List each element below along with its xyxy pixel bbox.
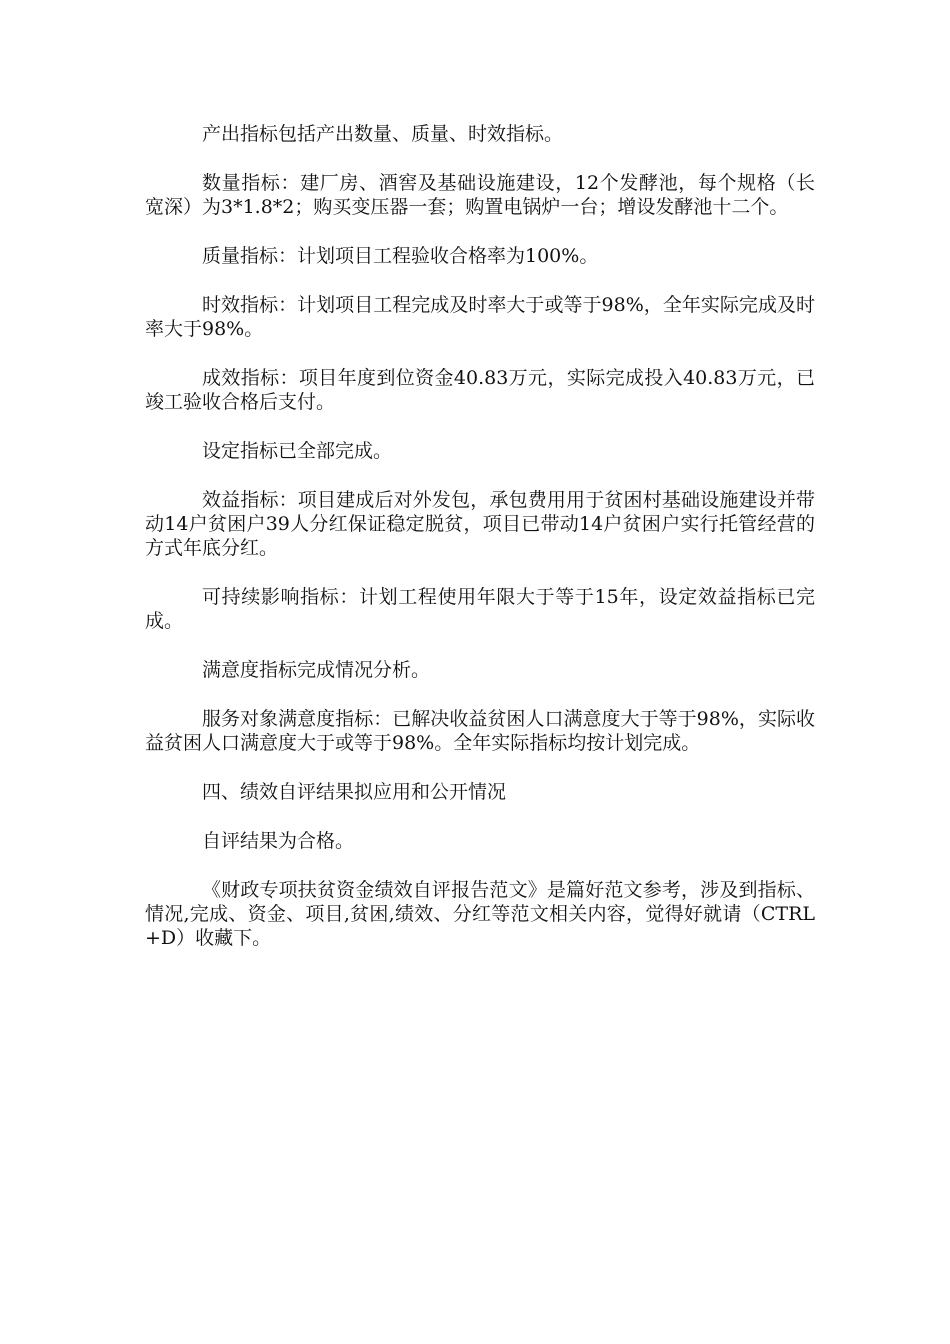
- paragraph-quantity-indicators: 数量指标：建厂房、酒窖及基础设施建设，12个发酵池，每个规格（长宽深）为3*1.8*2；购买变压器一套；购置电锅炉一台；增设发酵池十二个。: [145, 172, 815, 218]
- paragraph-timeliness-indicators: 时效指标：计划项目工程完成及时率大于或等于98%，全年实际完成及时率大于98%。: [145, 294, 815, 340]
- paragraph-effect-indicators: 成效指标：项目年度到位资金40.83万元，实际完成投入40.83万元，已竣工验收合格后支付。: [145, 367, 815, 413]
- paragraph-benefit-indicators: 效益指标：项目建成后对外发包，承包费用用于贫困村基础设施建设并带动14户贫困户39人分红保证稳定脱贫，项目已带动14户贫困户实行托管经营的方式年底分红。: [145, 489, 815, 559]
- section-heading-four: 四、绩效自评结果拟应用和公开情况: [202, 781, 507, 803]
- paragraph-targets-complete: 设定指标已全部完成。: [202, 440, 393, 462]
- paragraph-service-satisfaction: 服务对象满意度指标：已解决收益贫困人口满意度大于等于98%，实际收益贫困人口满意度大于或等于98%。全年实际指标均按计划完成。: [145, 708, 815, 754]
- paragraph-output-indicators: 产出指标包括产出数量、质量、时效指标。: [202, 123, 564, 145]
- paragraph-quality-indicators: 质量指标：计划项目工程验收合格率为100%。: [202, 245, 599, 267]
- paragraph-satisfaction-analysis: 满意度指标完成情况分析。: [202, 659, 431, 681]
- paragraph-closing-note: 《财政专项扶贫资金绩效自评报告范文》是篇好范文参考，涉及到指标、情况,完成、资金、项目,贫困,绩效、分红等范文相关内容，觉得好就请（CTRL+D）收藏下。: [145, 879, 815, 949]
- document-body: [145, 122, 815, 975]
- paragraph-sustainability-indicators: 可持续影响指标：计划工程使用年限大于等于15年，设定效益指标已完成。: [145, 586, 815, 632]
- paragraph-self-evaluation-result: 自评结果为合格。: [202, 830, 355, 852]
